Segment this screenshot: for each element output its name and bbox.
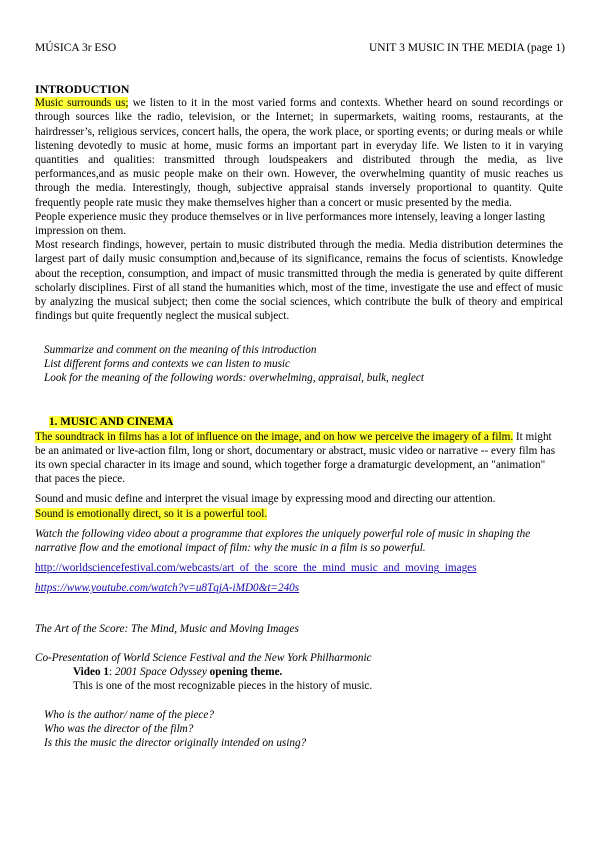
- intro-p1-text: we listen to it in the most varied forms and contexts. Whether heard on sound recordings or through sources like the radio, television, or the Internet; in supermarkets, waiting rooms, restaurants, at the hairdresser’s, religious services, concert halls, the opera, the work place, or sporting events; or during meals or while listening devotedly to music at home, music forms an important part in everyday life. We listen to it in varying quantities and qualities: transmitted through loudspeakers and distributed through the media, as live performances,and as music people make on their own. However, the overwhelming quantity of music reaches us through the media. Interestingly, though, subjective appraisal stands inversely proportional to quantity. Quite frequently people rate music they make themselves higher than a concert or music presented by the media.: [35, 97, 563, 209]
- worldscience-link[interactable]: http://worldsciencefestival.com/webcasts/art_of_the_score_the_mind_music_and_moving_images: [35, 562, 477, 575]
- cinema-highlight: The soundtrack in films has a lot of influence on the image, and on how we perceive the imagery of a film.: [35, 430, 514, 443]
- task-item: Summarize and comment on the meaning of this introduction: [44, 344, 317, 357]
- watch-instruction: Watch the following video about a programme that explores the uniquely powerful role of music in shaping the narrative flow and the emotional impact of film: why the music in a film is so powerful.: [35, 527, 531, 555]
- video-1-description: This is one of the most recognizable pieces in the history of music.: [73, 680, 373, 693]
- task-item: Look for the meaning of the following words: overwhelming, appraisal, bulk, neglect: [44, 372, 424, 385]
- cinema-paragraph-2: Sound and music define and interpret the visual image by expressing mood and directing our attention.: [35, 493, 496, 506]
- question-list: [35, 708, 563, 750]
- intro-paragraph-1: [35, 96, 563, 210]
- intro-paragraph-2: People experience music they produce themselves or in live performances more intensely, leaving a longer lasting impression on them.: [35, 210, 545, 238]
- question-item: Is this the music the director originally intended on using?: [44, 736, 307, 749]
- cinema-highlight-sentence: Sound is emotionally direct, so it is a powerful tool.: [35, 507, 268, 520]
- cinema-paragraph-1: The soundtrack in films has a lot of influence on the image, and on how we perceive the imagery of a film. It might be an animated or live-action film, long or short, documentary or abstract, music video or narrative -- every film has its own special character in its image and sound, which together forge a dramaturgic development, an "animation" that paces the piece.: [35, 430, 556, 486]
- intro-paragraph-3: Most research findings, however, pertain to music distributed through the media. Media distribution determines the largest part of daily music consumption and,because of its significance, remains the focus of scientists. Knowledge about the reception, consumption, and impact of music transmitted through the media is generated by quite different scholarly disciplines. First of all stand the humanities which, most of the time, investigate the use and effect of music by analyzing the musical subject; then come the social sciences, which contribute the bulk of theory and empirical findings but quite frequently neglect the musical subject.: [35, 239, 563, 323]
- youtube-link[interactable]: https://www.youtube.com/watch?v=u8TqjA-iMD0&t=240s: [35, 582, 300, 595]
- page-header: [35, 42, 565, 54]
- art-of-score-title: The Art of the Score: The Mind, Music and Moving Images: [35, 622, 299, 635]
- task-item: List different forms and contexts we can listen to music: [44, 358, 290, 371]
- task-list: [35, 343, 563, 385]
- question-item: Who was the director of the film?: [44, 722, 194, 735]
- header-unit: UNIT 3 MUSIC IN THE MEDIA (page 1): [368, 42, 565, 54]
- question-item: Who is the author/ name of the piece?: [44, 708, 214, 721]
- intro-title: INTRODUCTION: [35, 82, 130, 96]
- co-presentation: Co-Presentation of World Science Festival and the New York Philharmonic: [35, 651, 372, 664]
- page-content: [35, 82, 563, 750]
- section-title-cinema: 1. MUSIC AND CINEMA: [49, 416, 174, 429]
- header-course: MÚSICA 3r ESO: [35, 42, 117, 54]
- intro-highlight: Music surrounds us;: [35, 97, 129, 110]
- video-1-line: Video 1: 2001 Space Odyssey opening theme.: [73, 666, 283, 679]
